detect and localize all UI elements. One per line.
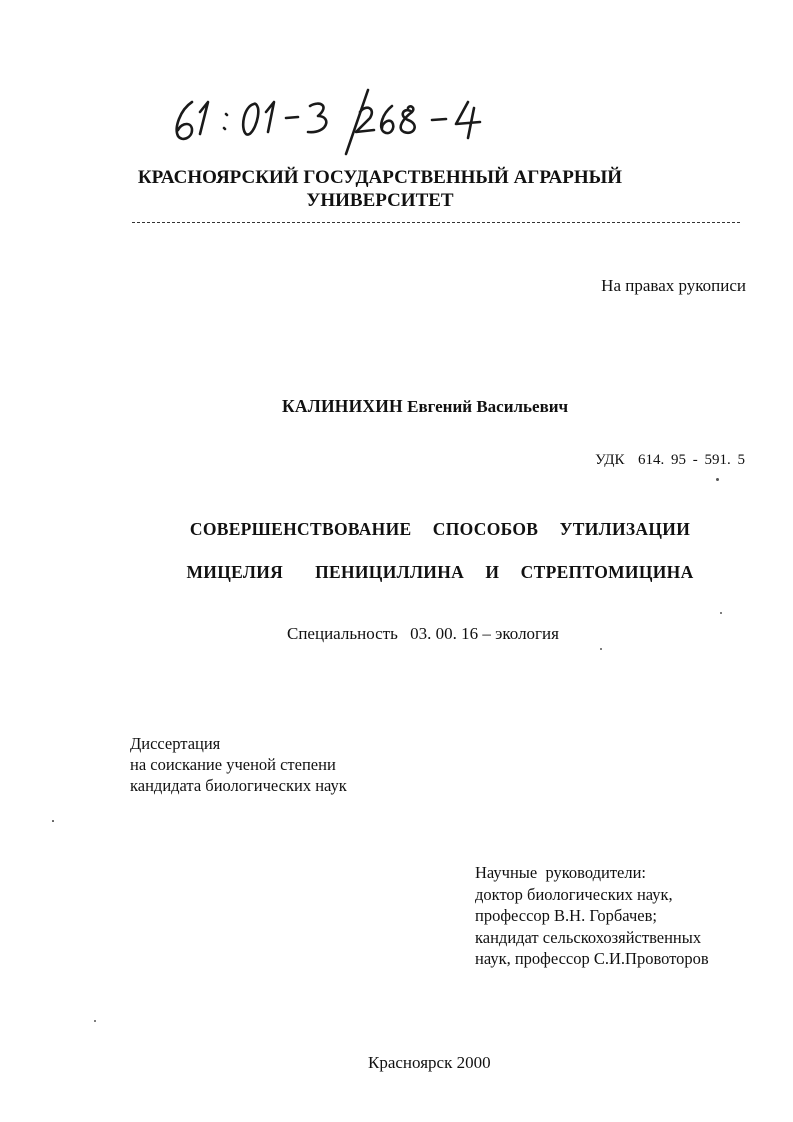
title-line-1: СОВЕРШЕНСТВОВАНИЕ СПОСОБОВ УТИЛИЗАЦИИ	[189, 519, 691, 539]
author-surname: КАЛИНИХИН	[282, 396, 403, 416]
university-line-1: КРАСНОЯРСКИЙ ГОСУДАРСТВЕННЫЙ АГРАРНЫЙ	[137, 167, 623, 188]
specialty	[287, 624, 559, 644]
header-divider	[132, 222, 740, 223]
advisors-line: Научные руководители:	[475, 863, 647, 882]
scientific-advisors	[475, 862, 709, 970]
dissertation-line: Диссертация	[130, 734, 221, 753]
university-name	[120, 166, 640, 212]
author-given-names: Евгений Васильевич	[407, 397, 569, 416]
advisors-line: профессор В.Н. Горбачев;	[475, 906, 657, 925]
city-and-year: Красноярск 2000	[368, 1053, 491, 1072]
scan-speck	[600, 648, 602, 650]
author-name	[282, 396, 568, 417]
udk-code: УДК 614. 95 - 591. 5	[595, 452, 745, 468]
scan-speck	[720, 612, 722, 614]
title-line-2: МИЦЕЛИЯ ПЕНИЦИЛЛИНА И СТРЕПТОМИЦИНА	[186, 562, 694, 582]
specialty-label: Специальность	[287, 624, 398, 643]
dissertation-line: кандидата биологических наук	[130, 776, 347, 795]
specialty-code: 03. 00. 16 – экология	[410, 624, 559, 643]
handwriting-strokes	[170, 88, 530, 158]
advisors-line: кандидат сельскохозяйственных	[475, 927, 702, 947]
dissertation-line: на соискание ученой степени	[130, 755, 336, 774]
scan-speck	[52, 820, 54, 822]
rights-note: На правах рукописи	[601, 276, 746, 295]
handwritten-archive-number	[170, 88, 530, 158]
advisors-line: доктор биологических наук,	[475, 884, 673, 904]
scan-speck	[94, 1020, 96, 1022]
advisors-line: наук, профессор С.И.Провоторов	[475, 949, 709, 968]
dissertation-statement	[130, 733, 347, 796]
scan-speck	[716, 478, 719, 481]
university-line-2: УНИВЕРСИТЕТ	[306, 190, 454, 211]
